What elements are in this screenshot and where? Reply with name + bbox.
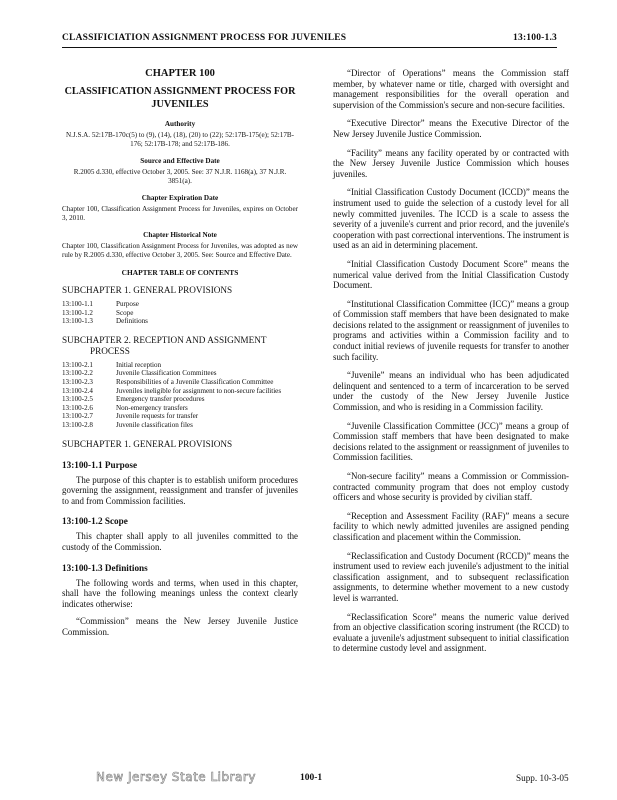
toc-item-title: Responsibilities of a Juvenile Classification Committee [116, 377, 274, 386]
toc-item-number: 13:100-2.2 [62, 369, 93, 378]
authority-text: N.J.S.A. 52:17B-170c(5) to (9), (14), (18), (20) to (22); 52:17B-175(e); 52:17B-176; 52:17B-178; and 52:17B-186. [66, 131, 294, 148]
source-heading: Source and Effective Date [140, 157, 220, 165]
definition-paragraph: “Director of Operations” means the Commission staff member, by whatever name or title, charged with oversight and management responsibilities for the overall operation and supervision of the Commission's secure and non-secure facilities. [333, 68, 569, 110]
toc-item-title: Purpose [116, 300, 139, 308]
definition-paragraph: “Initial Classification Custody Document Score” means the numerical value derived from the Initial Classification Custody Document. [333, 258, 569, 291]
toc-item[interactable] [62, 378, 298, 387]
definition-paragraph: “Facility” means any facility operated by or contracted with the New Jersey Juvenile Justice Commission which houses juveniles. [333, 147, 569, 179]
toc-item-title: Definitions [116, 317, 148, 326]
scope-text: This chapter shall apply to all juveniles committed to the custody of the Commission. [62, 531, 298, 552]
toc-item[interactable] [62, 317, 298, 326]
toc-item[interactable] [62, 309, 298, 318]
source-text: R.2005 d.330, effective October 3, 2005. See: 37 N.J.R. 1168(a), 37 N.J.R. 3851(a). [73, 168, 287, 185]
definition-paragraph: “Non-secure facility” means a Commission or Commission-contracted community program that does not employ custody officers and whose security is provided by civilian staff. [333, 471, 569, 503]
toc-item-title: Juvenile Classification Committees [116, 369, 217, 378]
toc-item[interactable] [62, 412, 298, 421]
toc-item-number: 13:100-2.4 [62, 386, 93, 395]
library-stamp: New Jersey State Library [96, 770, 256, 784]
definition-paragraph: “Initial Classification Custody Document (ICCD)” means the instrument used to guide the selection of a custody level for all newly committed juveniles. The ICCD is a scale to assess the severity of a juvenile's current and prior record, and the juvenile's cooperation with past correctional interventions. The instrument is used as an aid in determining placement. [333, 187, 569, 251]
toc-subchapter-2-line1: SUBCHAPTER 2. RECEPTION AND ASSIGNMENT [62, 334, 267, 345]
toc-subchapter-2 [62, 335, 298, 357]
toc-list-subchapter-1 [62, 300, 298, 326]
toc-item-title: Scope [116, 308, 134, 317]
expiration-text: Chapter 100, Classification Assignment Process for Juveniles, expires on October 3, 2010. [62, 205, 298, 222]
toc-item-number: 13:100-1.2 [62, 308, 93, 317]
definition-paragraph: “Reception and Assessment Facility (RAF)” means a secure facility to which newly admitted juveniles are assigned pending classification and placement within the Commission. [333, 510, 569, 542]
header-title: CLASSIFICIATION ASSIGNMENT PROCESS FOR JUVENILES [62, 33, 347, 43]
toc-list-subchapter-2 [62, 361, 298, 430]
toc-item[interactable] [62, 369, 298, 378]
toc-item-number: 13:100-1.1 [62, 300, 93, 308]
definitions-intro: The following words and terms, when used in this chapter, shall have the following meanings unless the context clearly indicates otherwise: [62, 577, 298, 609]
toc-item[interactable] [62, 395, 298, 404]
toc-item-title: Emergency transfer procedures [116, 395, 205, 404]
toc-item-number: 13:100-2.3 [62, 377, 93, 386]
toc-item[interactable] [62, 421, 298, 430]
chapter-number: CHAPTER 100 [145, 68, 215, 79]
subchapter-1-heading: SUBCHAPTER 1. GENERAL PROVISIONS [62, 438, 233, 449]
left-column [62, 68, 298, 644]
header-section: 13:100-1.3 [513, 33, 557, 43]
toc-item-title: Juvenile classification files [116, 420, 193, 429]
toc-item-title: Non-emergency transfers [116, 403, 188, 412]
definitions-heading: 13:100-1.3 Definitions [62, 562, 148, 573]
chapter-title: CLASSIFICATION ASSIGNMENT PROCESS FOR JUVENILES [64, 86, 296, 110]
supplement-date: Supp. 10-3-05 [516, 773, 569, 783]
toc-title: CHAPTER TABLE OF CONTENTS [121, 268, 239, 277]
toc-item[interactable] [62, 404, 298, 413]
toc-item-number: 13:100-2.6 [62, 403, 93, 412]
toc-item[interactable] [62, 387, 298, 396]
running-header [62, 33, 557, 48]
definition-paragraph: “Reclassification Score” means the numeric value derived from an objective classification scoring instrument (the RCCD) to evaluate a juvenile's adjustment subsequent to initial classification to determine custody level and assignment. [333, 611, 569, 654]
definition-paragraph: “Institutional Classification Committee (ICC)” means a group of Commission staff members that have been designated to make decisions related to the assignment or reassignment of juveniles to programs and activities within a Commission facility and to conduct initial reviews of juvenile requests for transfer to another such facility. [333, 298, 569, 362]
historical-heading: Chapter Historical Note [143, 231, 217, 239]
toc-item-title: Initial reception [116, 360, 162, 369]
toc-item-number: 13:100-2.7 [62, 412, 93, 421]
definition-paragraph: “Reclassification and Custody Document (RCCD)” means the instrument used to review each juvenile's adjustment to the initial classification assignment, and to subsequent reclassification assignments, to determine whether movement to a new custody level is warranted. [333, 550, 569, 603]
purpose-heading: 13:100-1.1 Purpose [62, 459, 138, 470]
right-column [333, 68, 569, 662]
expiration-heading: Chapter Expiration Date [141, 194, 219, 202]
toc-item[interactable] [62, 361, 298, 370]
definition-paragraph: “Juvenile Classification Committee (JCC)” means a group of Commission staff members that have been designated to make decisions related to the assignment or reassignment of juveniles to Commission facilities. [333, 420, 569, 463]
toc-item-number: 13:100-2.1 [62, 360, 93, 369]
definition-commission: “Commission” means the New Jersey Juvenile Justice Commission. [62, 616, 298, 637]
toc-item-title: Juvenile requests for transfer [116, 412, 199, 421]
toc-item[interactable] [62, 300, 298, 309]
toc-item-number: 13:100-2.5 [62, 395, 93, 404]
authority-heading: Authority [164, 120, 196, 128]
toc-item-number: 13:100-1.3 [62, 317, 93, 326]
definition-paragraph: “Juvenile” means an individual who has been adjudicated delinquent and sentenced to a term of incarceration to be served under the custody of the New Jersey Juvenile Justice Commission, and who is residing in a Commission facility. [333, 370, 569, 413]
toc-subchapter-2-line2: PROCESS [90, 345, 130, 356]
definition-paragraph: “Executive Director” means the Executive Director of the New Jersey Juvenile Justice Commission. [333, 118, 569, 139]
toc-item-number: 13:100-2.8 [62, 420, 93, 429]
purpose-text: The purpose of this chapter is to establish uniform procedures governing the assignment, reassignment and transfer of juveniles to and from Commission facilities. [62, 474, 298, 506]
scope-heading: 13:100-1.2 Scope [62, 516, 128, 527]
toc-subchapter-1: SUBCHAPTER 1. GENERAL PROVISIONS [62, 285, 233, 295]
toc-item-title: Juveniles ineligible for assignment to non-secure facilities [116, 386, 282, 395]
historical-text: Chapter 100, Classification Assignment Process for Juveniles, was adopted as new rule by R.2005 d.330, effective October 3, 2005. See: Source and Effective Date. [62, 242, 298, 259]
page-number: 100-1 [300, 773, 323, 783]
